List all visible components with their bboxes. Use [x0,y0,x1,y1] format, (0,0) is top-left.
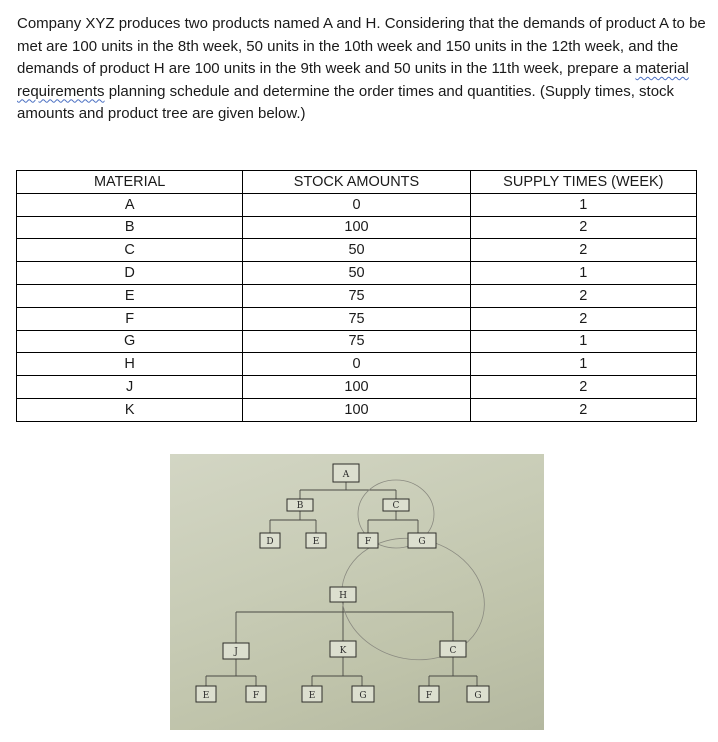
tree-label-f-sub: F [252,691,260,701]
cell-stock: 50 [243,262,470,285]
cell-stock: 75 [243,330,470,353]
tree-label-f-sub2: F [425,691,433,701]
table-row [17,239,697,262]
cell-stock: 0 [243,353,470,376]
header-stock-amounts: STOCK AMOUNTS [243,171,470,194]
table-header-row [17,171,697,194]
table-row [17,193,697,216]
cell-stock: 75 [243,307,470,330]
table-row [17,330,697,353]
cell-supply-time: 2 [470,216,696,239]
cell-supply-time: 2 [470,398,696,421]
table-row [17,353,697,376]
cell-material: C [17,239,243,262]
cell-stock: 75 [243,284,470,307]
table-row [17,376,697,399]
table-row [17,307,697,330]
tree-label-a: A [342,470,350,480]
cell-stock: 100 [243,376,470,399]
table-row [17,398,697,421]
tree-label-e-sub: E [202,691,210,701]
tree-label-h: H [339,591,347,601]
stock-supply-table [16,170,697,422]
product-tree-photo [170,454,544,730]
header-material: MATERIAL [17,171,243,194]
header-supply-times: SUPPLY TIMES (WEEK) [470,171,696,194]
cell-stock: 0 [243,193,470,216]
cell-supply-time: 2 [470,284,696,307]
problem-text-before: Company XYZ produces two products named A and H. Considering that the demands of product A to be met are 100 units in the 8th week, 50 units in the 10th week and 150 units in the 12th week, and the demands of product H are 100 units in the 9th week and 50 units in the 11th week, prepare a [17,15,706,77]
cell-supply-time: 1 [470,330,696,353]
tree-label-d: D [266,537,274,547]
table-row [17,216,697,239]
cell-material: A [17,193,243,216]
product-tree-diagram [170,454,544,730]
tree-label-b: B [296,501,304,511]
tree-label-g-sub: G [359,691,367,701]
table-row [17,284,697,307]
tree-label-e: E [312,537,320,547]
cell-material: F [17,307,243,330]
cell-material: H [17,353,243,376]
tree-label-c: C [392,501,400,511]
cell-stock: 100 [243,398,470,421]
tree-label-g-sub2: G [474,691,482,701]
underlined-term: material requirements [17,60,689,100]
cell-stock: 100 [243,216,470,239]
cell-supply-time: 1 [470,262,696,285]
cell-stock: 50 [243,239,470,262]
problem-text-after: planning schedule and determine the order times and quantities. (Supply times, stock amounts and product tree are given below.) [17,82,675,122]
tree-label-f: F [364,537,372,547]
cell-supply-time: 2 [470,376,696,399]
tree-label-k: K [339,646,347,656]
tree-label-j: J [234,647,238,657]
cell-supply-time: 1 [470,353,696,376]
cell-supply-time: 2 [470,307,696,330]
cell-material: E [17,284,243,307]
cell-material: D [17,262,243,285]
cell-material: J [17,376,243,399]
tree-label-e-sub2: E [308,691,316,701]
cell-material: B [17,216,243,239]
problem-statement [17,13,707,126]
tree-label-g: G [418,537,426,547]
tree-label-c-sub: C [449,646,457,656]
cell-supply-time: 2 [470,239,696,262]
table-row [17,262,697,285]
cell-material: K [17,398,243,421]
cell-supply-time: 1 [470,193,696,216]
cell-material: G [17,330,243,353]
